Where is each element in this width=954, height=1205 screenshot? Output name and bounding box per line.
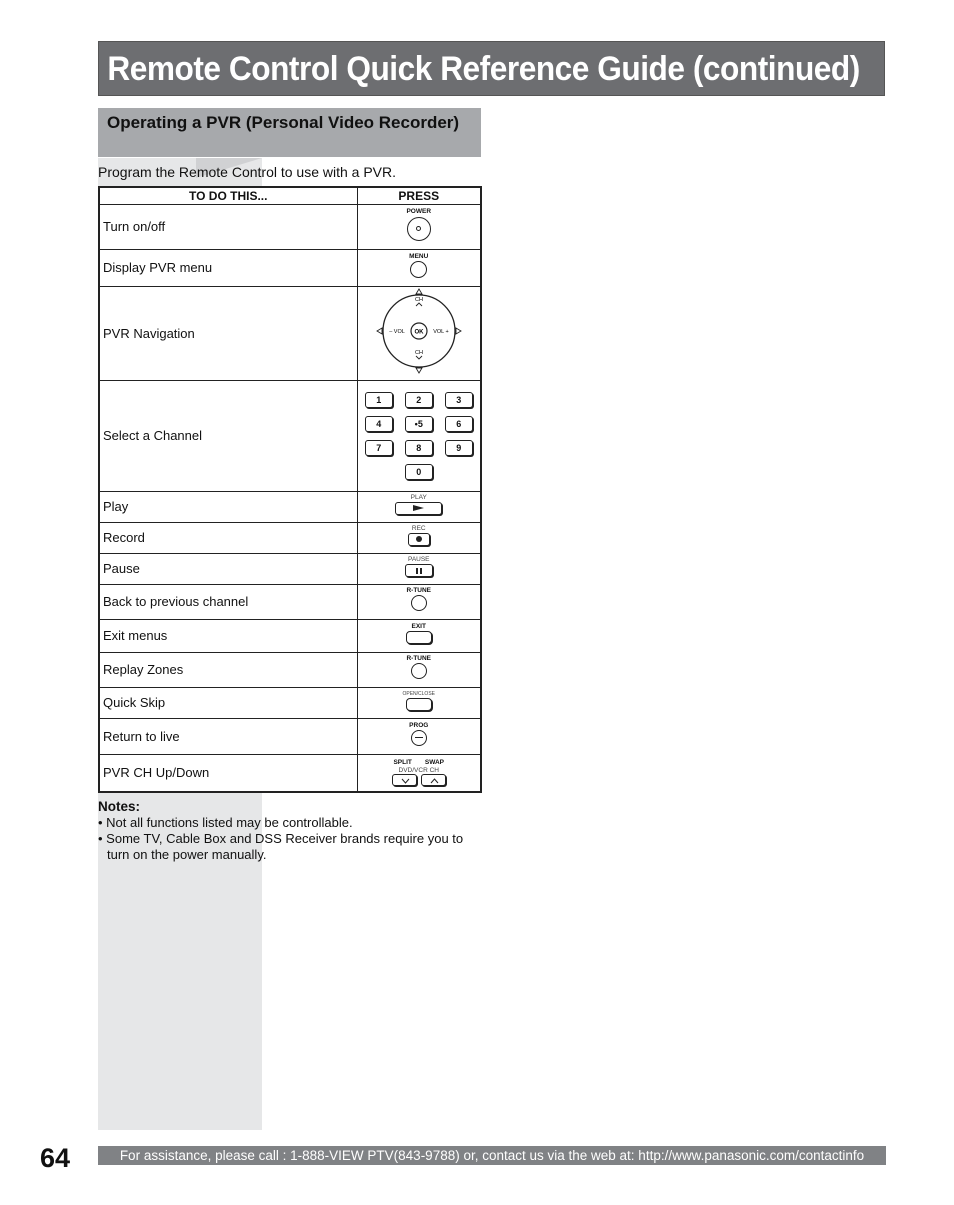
rtune-button-icon <box>357 652 481 687</box>
open-close-button-icon <box>357 687 481 718</box>
ch-keys <box>358 774 481 786</box>
title-bar <box>98 41 885 96</box>
table-row <box>99 553 481 584</box>
action-label: PVR CH Up/Down <box>99 754 357 792</box>
action-label: Replay Zones <box>99 652 357 687</box>
action-label: Exit menus <box>99 619 357 652</box>
notes-heading: Notes: <box>98 799 141 814</box>
navigation-pad-icon <box>357 286 481 380</box>
prog-button-icon <box>357 718 481 754</box>
footer-assistance: For assistance, please call : 1-888-VIEW PTV(843-9788) or, contact us via the web at: http://www.panasonic.com/contactinfo <box>98 1146 886 1165</box>
rtune-button-icon <box>357 584 481 619</box>
action-label: Turn on/off <box>99 204 357 249</box>
button-label: PAUSE <box>407 555 430 563</box>
pause-button-icon <box>357 553 481 584</box>
section-heading: Operating a PVR (Personal Video Recorder) <box>107 113 460 132</box>
button-label: PROG <box>409 721 429 729</box>
action-label: Pause <box>99 553 357 584</box>
note-item: • Not all functions listed may be controllable. <box>98 815 353 830</box>
number-keypad-icon <box>357 380 481 491</box>
dvd-vcr-ch-label: DVD/VCR CH <box>398 767 439 775</box>
action-label: Display PVR menu <box>99 249 357 286</box>
play-button-icon <box>357 491 481 522</box>
table-row <box>99 619 481 652</box>
key-8: 8 <box>405 440 433 456</box>
header-action: TO DO THIS... <box>99 187 357 204</box>
key-6: 6 <box>445 416 473 432</box>
button-label: OPEN/CLOSE <box>402 690 435 697</box>
key-1: 1 <box>365 392 393 408</box>
vol-down-label: – VOL <box>388 328 405 335</box>
table-row <box>99 380 481 491</box>
button-label: PLAY <box>410 493 427 501</box>
action-label: Record <box>99 522 357 553</box>
swap-label: SWAP <box>424 759 445 767</box>
key-4: 4 <box>365 416 393 432</box>
key-0: 0 <box>405 464 433 480</box>
ch-up-key <box>421 774 446 786</box>
table-row <box>99 286 481 380</box>
keypad <box>358 392 481 480</box>
exit-button-icon <box>357 619 481 652</box>
table-row <box>99 754 481 792</box>
action-label: Play <box>99 491 357 522</box>
section-heading-bar <box>98 108 481 157</box>
power-button-icon <box>357 204 481 249</box>
table-row <box>99 687 481 718</box>
action-label: PVR Navigation <box>99 286 357 380</box>
action-label: Return to live <box>99 718 357 754</box>
split-label: SPLIT <box>393 759 412 767</box>
page-number: 64 <box>40 1143 71 1173</box>
key-2: 2 <box>405 392 433 408</box>
action-label: Back to previous channel <box>99 584 357 619</box>
table-row <box>99 652 481 687</box>
key-5: •5 <box>405 416 433 432</box>
action-label: Select a Channel <box>99 380 357 491</box>
table-row <box>99 718 481 754</box>
split-swap-labels <box>358 759 481 767</box>
table-header-row <box>99 187 481 204</box>
ch-up-label: CH <box>414 296 423 303</box>
table-row <box>99 522 481 553</box>
table-row <box>99 204 481 249</box>
button-label: REC <box>411 524 426 532</box>
button-label: MENU <box>409 252 429 260</box>
menu-button-icon <box>357 249 481 286</box>
key-9: 9 <box>445 440 473 456</box>
button-label: EXIT <box>411 622 426 630</box>
ch-down-key <box>392 774 417 786</box>
reference-table <box>98 186 482 793</box>
button-label: R-TUNE <box>406 655 432 662</box>
ok-label: OK <box>414 329 424 335</box>
key-3: 3 <box>445 392 473 408</box>
table-row <box>99 249 481 286</box>
ch-down-label: CH <box>414 349 423 356</box>
intro-text: Program the Remote Control to use with a PVR. <box>98 164 397 180</box>
button-label: POWER <box>406 207 432 215</box>
notes <box>98 799 488 863</box>
button-label: R-TUNE <box>406 587 432 594</box>
record-button-icon <box>357 522 481 553</box>
table-row <box>99 491 481 522</box>
header-press: PRESS <box>357 187 481 204</box>
action-label: Quick Skip <box>99 687 357 718</box>
split-swap-buttons-icon <box>357 754 481 792</box>
note-item: • Some TV, Cable Box and DSS Receiver brands require you to turn on the power manually. <box>98 831 464 862</box>
page-title: Remote Control Quick Reference Guide (continued) <box>107 50 860 88</box>
table-row <box>99 584 481 619</box>
vol-up-label: VOL + <box>432 328 449 335</box>
navigation-pad-graphic <box>374 288 464 374</box>
key-7: 7 <box>365 440 393 456</box>
